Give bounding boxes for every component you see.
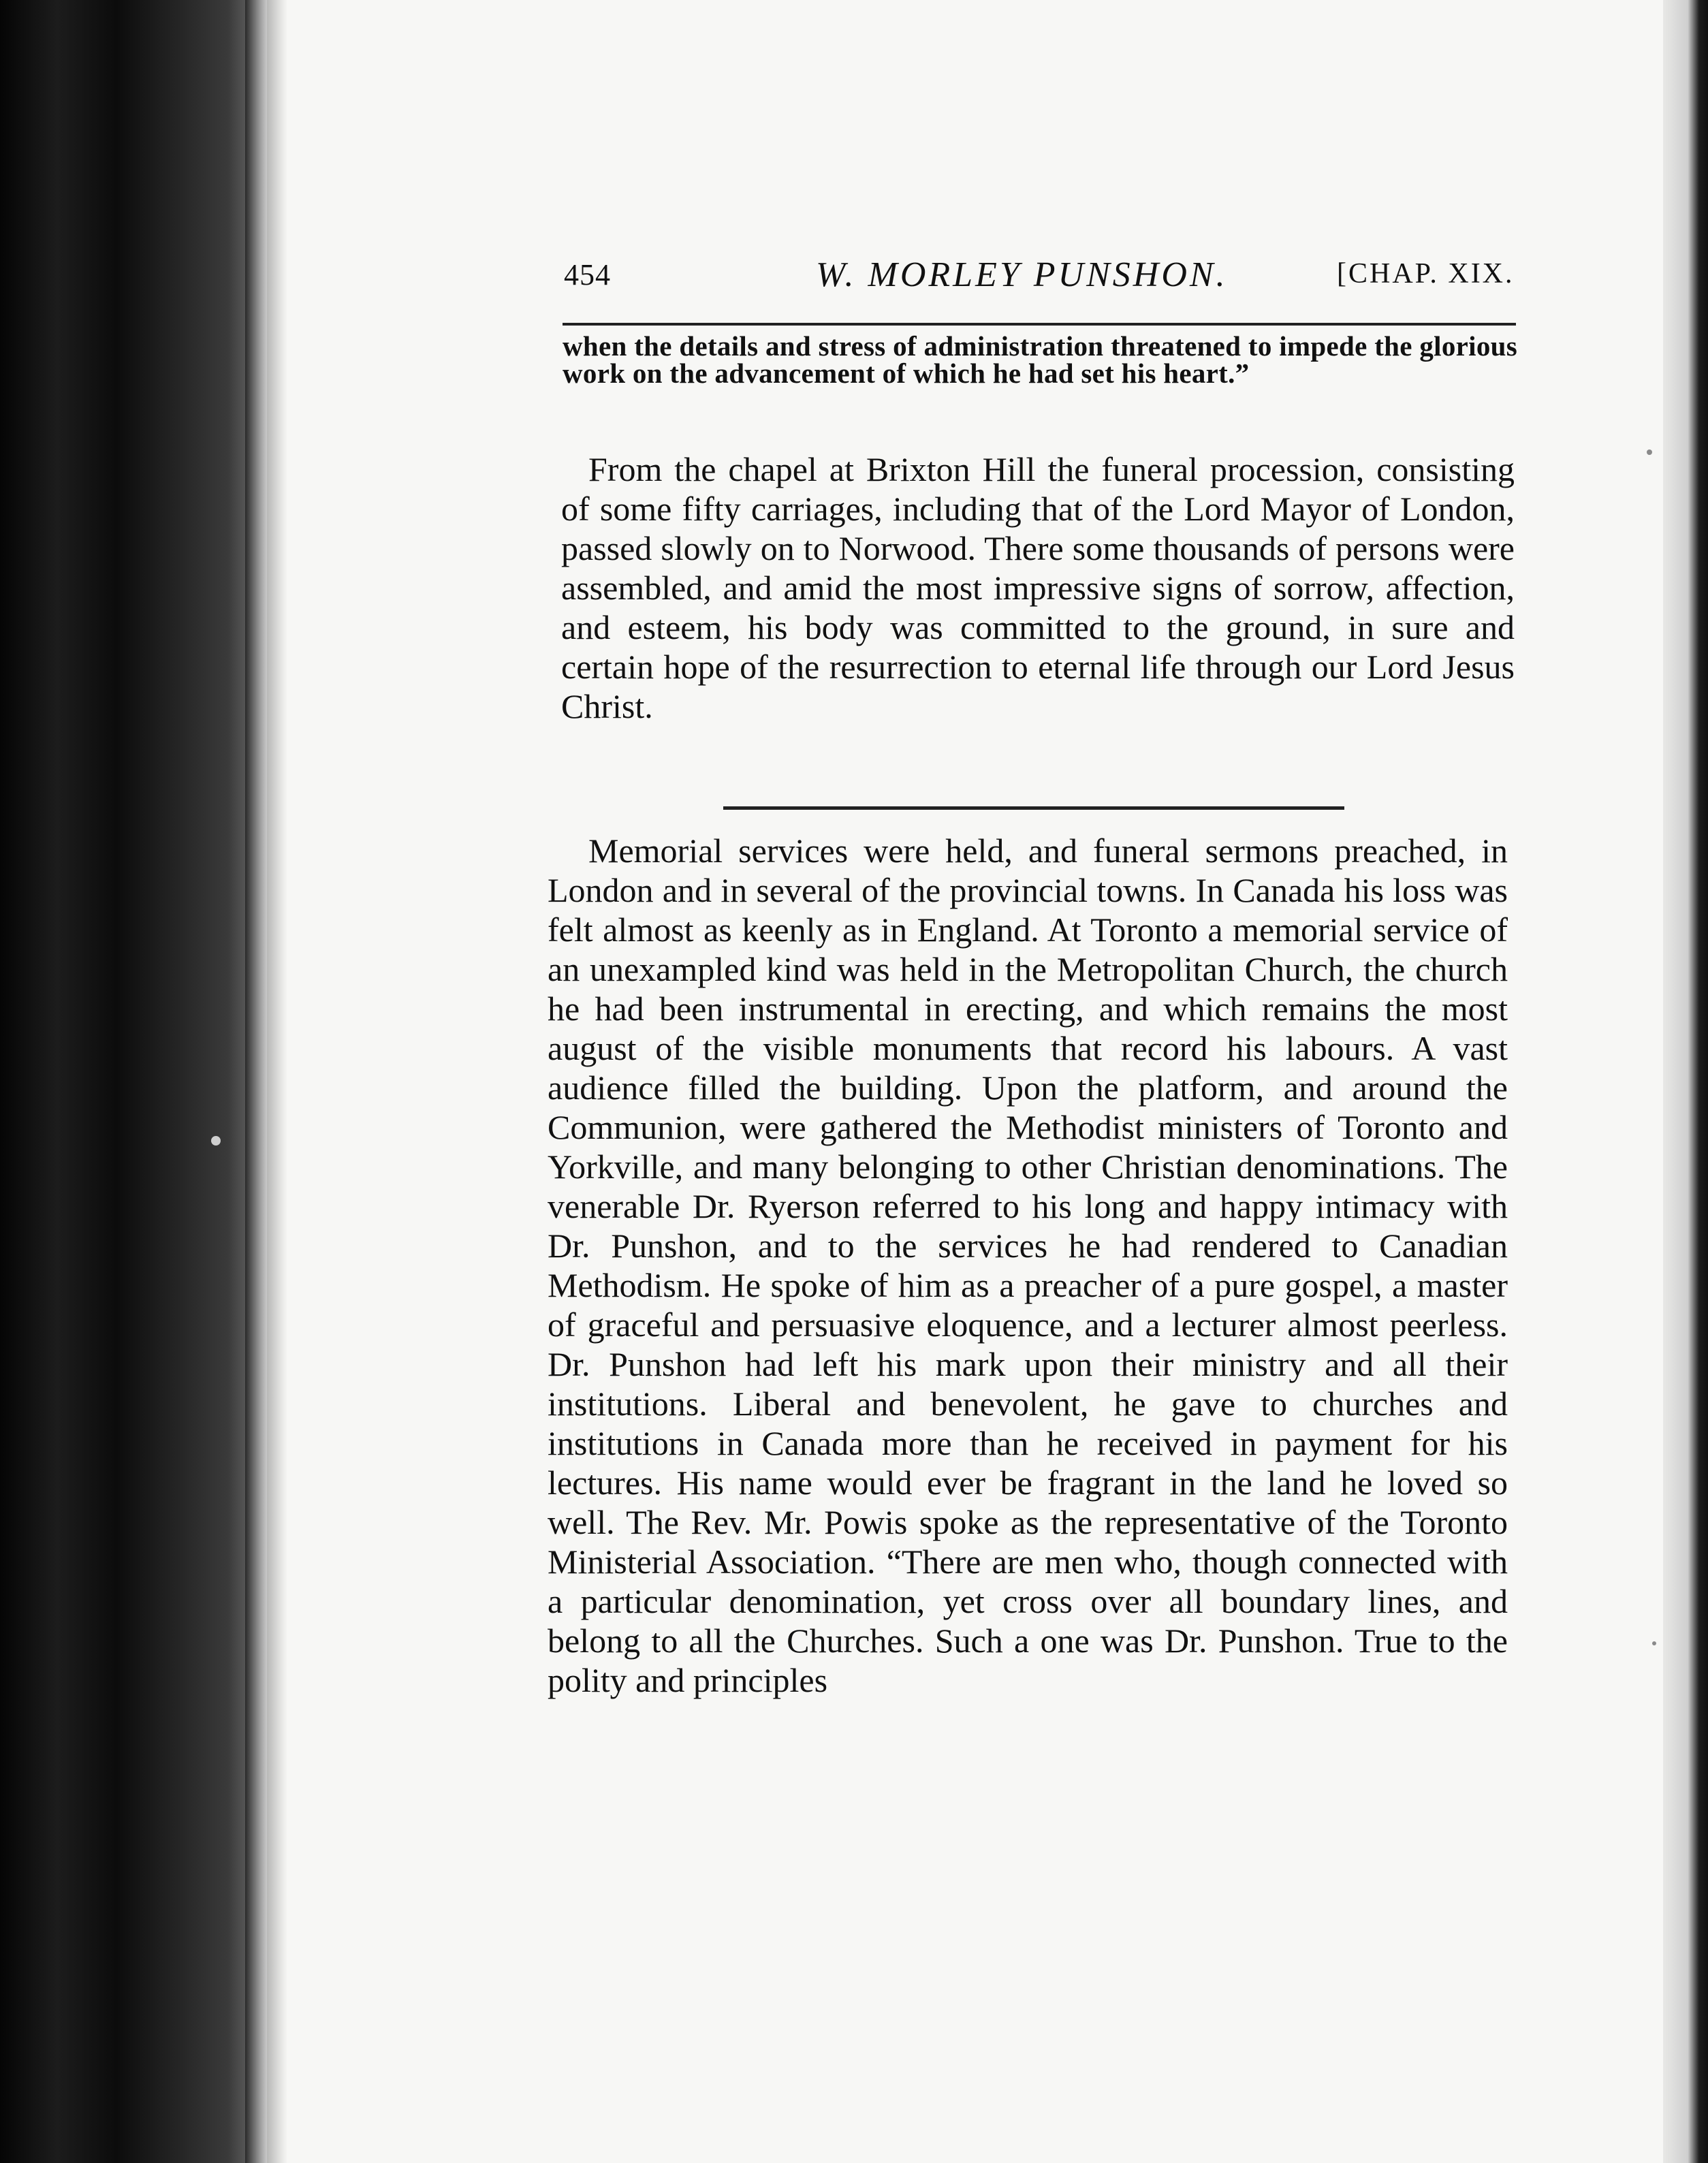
paragraph-funeral-procession: From the chapel at Brixton Hill the funeral procession, consisting of some fifty carriages, including that of the Lord Mayor of London, passed slowly on to Norwood. There some thousands of persons were assembled, and amid the most impressive signs of sorrow, affection, and esteem, his body was committed to the ground, in sure and certain hope of the resurrection to eternal life through our Lord Jesus Christ. bbox=[561, 450, 1515, 725]
gutter-shadow bbox=[267, 0, 287, 2163]
quotation-end: when the details and stress of administration threatened to impede the glorious work on the advancement of which he had set his heart.” bbox=[563, 330, 1517, 389]
gutter-edge bbox=[245, 0, 270, 2163]
running-title: W. MORLEY PUNSHON. bbox=[816, 255, 1228, 294]
section-divider bbox=[723, 806, 1344, 810]
book-spine bbox=[0, 0, 259, 2163]
page-speck bbox=[211, 1136, 221, 1146]
page-number: 454 bbox=[564, 258, 611, 291]
page-right-edge bbox=[1663, 0, 1708, 2163]
running-header bbox=[564, 257, 1517, 312]
page-speck bbox=[1652, 1641, 1656, 1645]
chapter-label: [CHAP. XIX. bbox=[1337, 258, 1515, 289]
page-speck bbox=[1647, 449, 1652, 455]
header-rule bbox=[563, 323, 1516, 326]
paragraph-memorial-services: Memorial services were held, and funeral sermons preached, in London and in several of the provincial towns. In Canada his loss was felt almost as keenly as in England. At Toronto a memorial service of an unexampled kind was held in the Metropolitan Church, the church he had been instrumental in erecting, and which remains the most august of the visible monuments that record his labours. A vast audience filled the building. Upon the platform, and around the Communion, were gathered the Methodist ministers of Toronto and Yorkville, and many belonging to other Christian denominations. The venerable Dr. Ryerson referred to his long and happy intimacy with Dr. Punshon, and to the services he had rendered to Canadian Methodism. He spoke of him as a preacher of a pure gospel, a master of graceful and persuasive eloquence, and a lecturer almost peerless. Dr. Punshon had left his mark upon their ministry and all their institutions. Liberal and benevolent, he gave to churches and institutions in Canada more than he received in payment for his lectures. His name would ever be fragrant in the land he loved so well. The Rev. Mr. Powis spoke as the representative of the Toronto Ministerial Association. “There are men who, though connected with a particular denomination, yet cross over all boundary lines, and belong to all the Churches. Such a one was Dr. Punshon. True to the polity and principles bbox=[548, 832, 1508, 1699]
